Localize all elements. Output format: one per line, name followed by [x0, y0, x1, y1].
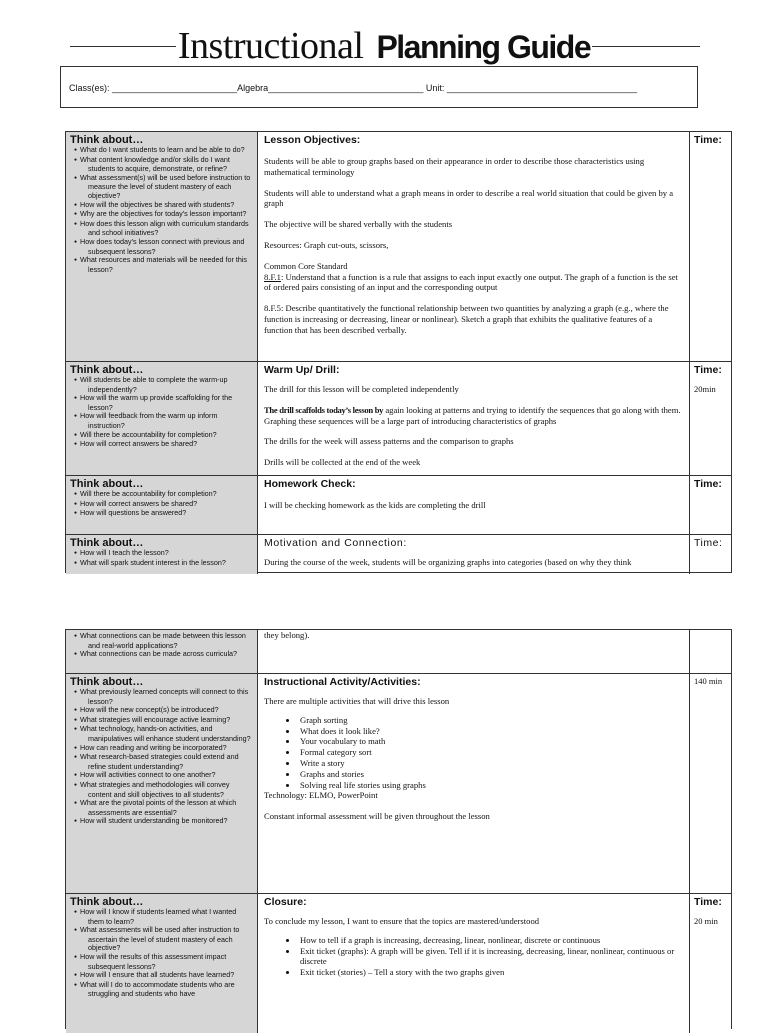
think-about-label: Think about… — [70, 896, 144, 908]
question-item: ● How will I teach the lesson? — [70, 549, 253, 559]
activity-item: • Graph sorting — [298, 715, 683, 726]
activity-item: • Solving real life stories using graphs — [298, 780, 683, 791]
instructional-row — [66, 673, 731, 893]
planning-table-page-1 — [65, 131, 732, 573]
question-item: ● How will the results of this assessment impact subsequent lessons? — [70, 953, 253, 971]
homework-content-cell — [258, 476, 690, 534]
think-about-label: Think about… — [70, 537, 144, 549]
class-info-box — [60, 66, 698, 108]
question-item: ● What are the pivotal points of the lesson at which assessments are essential? — [70, 799, 253, 817]
motivation-cont-content-cell — [258, 630, 690, 673]
time-value: 140 min — [694, 676, 723, 686]
question-item: ● How will student understanding be monitored? — [70, 817, 253, 827]
standard-8f5: 8.F.5: Describe quantitatively the functional relationship between two quantities by analyzing a graph (e.g., where the function is increasing or decreasing, linear or nonlinear). Sketch a graph that exhibits the qualitative features of a function that has been described verbally. — [264, 303, 669, 335]
motivation-think-cell — [66, 535, 258, 574]
warmup-text: The drills for the week will assess patterns and the comparison to graphs — [264, 436, 514, 447]
closure-list — [264, 935, 683, 978]
question-item: ● How will the warm up provide scaffolding for the lesson? — [70, 394, 253, 412]
warmup-emphasis: The drill scaffolds today’s lesson by — [264, 404, 384, 415]
warmup-think-cell — [66, 362, 258, 475]
motivation-time-cell — [690, 535, 731, 574]
objectives-heading: Lesson Objectives: — [264, 134, 361, 146]
technology-text: Technology: ELMO, PowerPoint — [264, 790, 378, 801]
homework-time-cell — [690, 476, 731, 534]
time-value: 20 min — [694, 916, 718, 926]
standard-label: Common Core Standard — [264, 260, 348, 271]
question-item: ● What assessments will be used after instruction to ascertain the level of student mastery of each objective? — [70, 926, 253, 953]
page-title — [0, 26, 768, 67]
warmup-content-cell — [258, 362, 690, 475]
closure-think-cell — [66, 894, 258, 1033]
objectives-content-cell — [258, 132, 690, 361]
title-part-1: Instructional — [177, 25, 373, 67]
instructional-heading: Instructional Activity/Activities: — [264, 676, 421, 688]
warmup-text: The drill for this lesson will be completed independently — [264, 384, 459, 394]
time-label: Time: — [694, 134, 722, 146]
motivation-continued-row — [66, 630, 731, 673]
question-item: ● How can reading and writing be incorporated? — [70, 744, 253, 754]
activity-item: • Your vocabulary to math — [298, 736, 683, 747]
question-item: ● How will the new concept(s) be introduced? — [70, 706, 253, 716]
resources-text: Resources: Graph cut-outs, scissors, — [264, 239, 389, 250]
motivation-cont-time-cell — [690, 630, 731, 673]
activity-item: • What does it look like? — [298, 726, 683, 737]
closure-content-cell — [258, 894, 690, 1033]
standard-code: 8.F.1 — [264, 271, 281, 282]
motivation-heading: Motivation and Connection: — [264, 537, 407, 549]
planning-table-page-2 — [65, 629, 732, 1029]
homework-questions — [70, 490, 253, 519]
question-item: ● How does today's lesson connect with previous and subsequent lessons? — [70, 238, 253, 256]
question-item: ● How will correct answers be shared? — [70, 440, 253, 450]
warmup-heading: Warm Up/ Drill: — [264, 364, 340, 376]
question-item: ● How will activities connect to one another? — [70, 771, 253, 781]
question-item: ● Will students be able to complete the warm-up independently? — [70, 376, 253, 394]
motivation-row — [66, 534, 731, 574]
time-label: Time: — [694, 364, 722, 376]
motivation-cont-think-cell — [66, 630, 258, 673]
question-item: ● How will questions be answered? — [70, 509, 253, 519]
closure-row — [66, 893, 731, 1033]
question-item: ● How does this lesson align with curriculum standards and school initiatives? — [70, 220, 253, 238]
time-label: Time: — [694, 537, 723, 549]
think-about-label: Think about… — [70, 478, 144, 490]
question-item: ● What will I do to accommodate students who are struggling and students who have — [70, 981, 253, 999]
objective-text: Students will able to understand what a graph means in order to describe a real world situation that could be given by a graph — [264, 187, 674, 209]
assessment-text: Constant informal assessment will be given throughout the lesson — [264, 811, 490, 822]
motivation-cont-questions — [70, 632, 253, 660]
motivation-questions — [70, 549, 253, 568]
warmup-text — [264, 405, 683, 427]
homework-row — [66, 475, 731, 534]
instructional-questions — [70, 688, 253, 827]
closure-item: • Exit ticket (stories) – Tell a story with the two graphs given — [298, 967, 683, 978]
time-value: 20min — [694, 384, 716, 394]
motivation-content-cell — [258, 535, 690, 574]
objectives-questions — [70, 146, 253, 274]
time-label: Time: — [694, 478, 722, 490]
question-item: ● How will I ensure that all students have learned? — [70, 971, 253, 981]
question-item: ● What will spark student interest in the lesson? — [70, 559, 253, 569]
question-item: ● What resources and materials will be needed for this lesson? — [70, 256, 253, 274]
question-item: ● What technology, hands-on activities, and manipulatives will enhance student understanding? — [70, 725, 253, 743]
think-about-label: Think about… — [70, 676, 144, 688]
closure-item: • How to tell if a graph is increasing, decreasing, linear, nonlinear, discrete or continuous — [298, 935, 683, 946]
question-item: ● What previously learned concepts will connect to this lesson? — [70, 688, 253, 706]
question-item: ● What assessment(s) will be used before instruction to measure the level of student mastery of each objective? — [70, 174, 253, 201]
objectives-think-cell — [66, 132, 258, 361]
question-item: ● How will correct answers be shared? — [70, 500, 253, 510]
standard-description: : Understand that a function is a rule that assigns to each input exactly one output. The graph of a function is the set of ordered pairs consisting of an input and the corresponding output — [264, 271, 678, 293]
homework-heading: Homework Check: — [264, 478, 356, 490]
closure-time-cell — [690, 894, 731, 1033]
instructional-content-cell — [258, 674, 690, 893]
question-item: ● What do I want students to learn and be able to do? — [70, 146, 253, 156]
warmup-row — [66, 361, 731, 475]
question-item: ● How will the objectives be shared with students? — [70, 201, 253, 211]
activity-list — [264, 715, 683, 791]
question-item: ● Will there be accountability for completion? — [70, 431, 253, 441]
homework-text: I will be checking homework as the kids are completing the drill — [264, 500, 486, 510]
think-about-label: Think about… — [70, 364, 144, 376]
question-item: ● Will there be accountability for completion? — [70, 490, 253, 500]
question-item: ● What research-based strategies could extend and refine student understanding? — [70, 753, 253, 771]
activity-item: • Write a story — [298, 758, 683, 769]
class-line: Class(es): _________________________Algebra_______________________________ Unit: ______________________________________ — [69, 83, 638, 93]
warmup-questions — [70, 376, 253, 450]
closure-heading: Closure: — [264, 896, 307, 908]
warmup-time-cell — [690, 362, 731, 475]
instructional-time-cell — [690, 674, 731, 893]
title-part-2: Planning Guide — [376, 29, 591, 65]
question-item: ● What strategies will encourage active learning? — [70, 716, 253, 726]
question-item: ● What strategies and methodologies will convey content and skill objectives to all students? — [70, 781, 253, 799]
activity-item: • Graphs and stories — [298, 769, 683, 780]
objectives-row — [66, 132, 731, 361]
motivation-text: During the course of the week, students will be organizing graphs into categories (based on why they think — [264, 557, 632, 567]
motivation-text-cont: they belong). — [264, 630, 310, 640]
instructional-text: There are multiple activities that will drive this lesson — [264, 696, 450, 706]
homework-think-cell — [66, 476, 258, 534]
question-item: ● How will feedback from the warm up inform instruction? — [70, 412, 253, 430]
warmup-scaffold-text: again looking at patterns and trying to identify the sequences that go along with them. Graphing these sequences will be a large part of introducing characteristics of graphs — [264, 404, 681, 426]
think-about-label: Think about… — [70, 134, 144, 146]
objectives-time-cell — [690, 132, 731, 361]
question-item: ● What content knowledge and/or skills do I want students to acquire, demonstrate, or refine? — [70, 156, 253, 174]
time-label: Time: — [694, 896, 722, 908]
question-item: ● How will I know if students learned what I wanted them to learn? — [70, 908, 253, 926]
standard-8f1 — [264, 272, 683, 294]
question-item: ● What connections can be made across curricula? — [70, 650, 253, 660]
activity-item: • Formal category sort — [298, 747, 683, 758]
closure-item: • Exit ticket (graphs): A graph will be given. Tell if it is increasing, decreasing, linear, nonlinear, continuous or discrete — [298, 946, 683, 968]
closure-questions — [70, 908, 253, 999]
objective-text: The objective will be shared verbally with the students — [264, 219, 453, 230]
question-item: ● What connections can be made between this lesson and real-world applications? — [70, 632, 253, 650]
closure-text: To conclude my lesson, I want to ensure that the topics are mastered/understood — [264, 916, 540, 926]
warmup-text: Drills will be collected at the end of the week — [264, 457, 421, 468]
objective-text: Students will be able to group graphs based on their appearance in order to describe those characteristics using mathematical terminology — [264, 156, 645, 177]
question-item: ● Why are the objectives for today's lesson important? — [70, 210, 253, 220]
instructional-think-cell — [66, 674, 258, 893]
